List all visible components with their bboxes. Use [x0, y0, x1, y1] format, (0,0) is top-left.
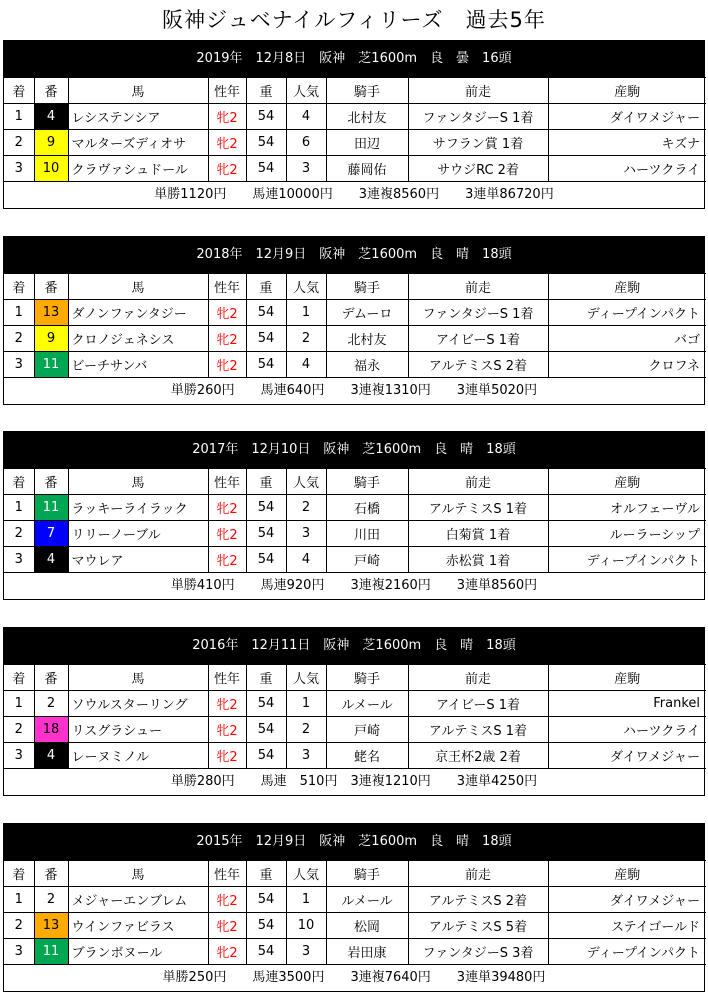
result-row — [4, 887, 706, 913]
horse-cell: ビーチサンバ — [68, 352, 208, 378]
sire-cell: ディープインパクト — [548, 300, 706, 326]
place-cell: 1 — [4, 104, 34, 130]
column-header: 性年 — [208, 469, 246, 495]
race-header: 2017年 12月10日 阪神 芝1600m 良 晴 18頭 — [4, 432, 704, 468]
results-table — [4, 468, 706, 573]
popularity-cell: 6 — [286, 130, 326, 156]
popularity-cell: 1 — [286, 691, 326, 717]
horse-cell: マウレア — [68, 547, 208, 573]
place-cell: 1 — [4, 300, 34, 326]
popularity-cell: 4 — [286, 104, 326, 130]
horse-cell: リスグラシュー — [68, 717, 208, 743]
weight-cell: 54 — [246, 156, 286, 182]
number-cell: 2 — [34, 691, 68, 717]
header-row — [4, 665, 706, 691]
weight-cell: 54 — [246, 495, 286, 521]
horse-cell: ブランボヌール — [68, 939, 208, 965]
previous-race-cell: アイビーS 1着 — [408, 326, 548, 352]
sire-cell: オルフェーヴル — [548, 495, 706, 521]
result-row — [4, 743, 706, 769]
number-cell: 13 — [34, 300, 68, 326]
popularity-cell: 4 — [286, 352, 326, 378]
weight-cell: 54 — [246, 691, 286, 717]
column-header: 着 — [4, 469, 34, 495]
jockey-cell: 松岡 — [326, 913, 408, 939]
sex-age-cell: 牝2 — [208, 887, 246, 913]
column-header: 番 — [34, 861, 68, 887]
race-header: 2016年 12月11日 阪神 芝1600m 良 晴 18頭 — [4, 628, 704, 664]
place-cell: 3 — [4, 547, 34, 573]
place-cell: 1 — [4, 887, 34, 913]
sire-cell: ルーラーシップ — [548, 521, 706, 547]
weight-cell: 54 — [246, 300, 286, 326]
sex-age-cell: 牝2 — [208, 547, 246, 573]
race-header: 2019年 12月8日 阪神 芝1600m 良 曇 16頭 — [4, 41, 704, 77]
place-cell: 2 — [4, 717, 34, 743]
sire-cell: キズナ — [548, 130, 706, 156]
column-header: 着 — [4, 665, 34, 691]
previous-race-cell: アルテミスS 1着 — [408, 717, 548, 743]
column-header: 前走 — [408, 665, 548, 691]
sire-cell: ダイワメジャー — [548, 104, 706, 130]
number-cell: 2 — [34, 887, 68, 913]
sex-age-cell: 牝2 — [208, 300, 246, 326]
result-row — [4, 547, 706, 573]
number-cell: 18 — [34, 717, 68, 743]
horse-cell: メジャーエンブレム — [68, 887, 208, 913]
column-header: 産駒 — [548, 274, 706, 300]
number-cell: 4 — [34, 743, 68, 769]
column-header: 重 — [246, 274, 286, 300]
column-header: 馬 — [68, 665, 208, 691]
jockey-cell: 北村友 — [326, 104, 408, 130]
previous-race-cell: 赤松賞 1着 — [408, 547, 548, 573]
sex-age-cell: 牝2 — [208, 717, 246, 743]
horse-cell: ラッキーライラック — [68, 495, 208, 521]
results-table — [4, 77, 706, 182]
weight-cell: 54 — [246, 104, 286, 130]
column-header: 馬 — [68, 78, 208, 104]
sex-age-cell: 牝2 — [208, 495, 246, 521]
place-cell: 2 — [4, 521, 34, 547]
number-cell: 4 — [34, 104, 68, 130]
result-row — [4, 300, 706, 326]
jockey-cell: 石橋 — [326, 495, 408, 521]
sire-cell: クロフネ — [548, 352, 706, 378]
place-cell: 1 — [4, 495, 34, 521]
weight-cell: 54 — [246, 521, 286, 547]
column-header: 性年 — [208, 78, 246, 104]
place-cell: 3 — [4, 352, 34, 378]
popularity-cell: 3 — [286, 156, 326, 182]
previous-race-cell: 京王杯2歳 2着 — [408, 743, 548, 769]
previous-race-cell: ファンタジーS 3着 — [408, 939, 548, 965]
weight-cell: 54 — [246, 547, 286, 573]
popularity-cell: 2 — [286, 326, 326, 352]
column-header: 番 — [34, 665, 68, 691]
popularity-cell: 2 — [286, 495, 326, 521]
jockey-cell: 北村友 — [326, 326, 408, 352]
column-header: 前走 — [408, 274, 548, 300]
horse-cell: クラヴァシュドール — [68, 156, 208, 182]
sire-cell: ディープインパクト — [548, 939, 706, 965]
column-header: 着 — [4, 78, 34, 104]
column-header: 人気 — [286, 861, 326, 887]
previous-race-cell: ファンタジーS 1着 — [408, 300, 548, 326]
results-table — [4, 273, 706, 378]
column-header: 産駒 — [548, 665, 706, 691]
previous-race-cell: サウジRC 2着 — [408, 156, 548, 182]
weight-cell: 54 — [246, 326, 286, 352]
horse-cell: ウインファビラス — [68, 913, 208, 939]
popularity-cell: 10 — [286, 913, 326, 939]
jockey-cell: ルメール — [326, 691, 408, 717]
result-row — [4, 939, 706, 965]
number-cell: 9 — [34, 130, 68, 156]
jockey-cell: 田辺 — [326, 130, 408, 156]
result-row — [4, 691, 706, 717]
race-header: 2015年 12月9日 阪神 芝1600m 良 晴 18頭 — [4, 824, 704, 860]
sex-age-cell: 牝2 — [208, 691, 246, 717]
column-header: 性年 — [208, 274, 246, 300]
jockey-cell: 川田 — [326, 521, 408, 547]
weight-cell: 54 — [246, 939, 286, 965]
sex-age-cell: 牝2 — [208, 743, 246, 769]
result-row — [4, 352, 706, 378]
previous-race-cell: サフラン賞 1着 — [408, 130, 548, 156]
sex-age-cell: 牝2 — [208, 352, 246, 378]
previous-race-cell: ファンタジーS 1着 — [408, 104, 548, 130]
place-cell: 3 — [4, 939, 34, 965]
jockey-cell: 藤岡佑 — [326, 156, 408, 182]
race-block-2018 — [3, 236, 705, 405]
column-header: 重 — [246, 78, 286, 104]
result-row — [4, 156, 706, 182]
place-cell: 1 — [4, 691, 34, 717]
result-row — [4, 495, 706, 521]
column-header: 性年 — [208, 665, 246, 691]
horse-cell: レーヌミノル — [68, 743, 208, 769]
sire-cell: ダイワメジャー — [548, 743, 706, 769]
sex-age-cell: 牝2 — [208, 104, 246, 130]
race-block-2016 — [3, 627, 705, 796]
popularity-cell: 3 — [286, 743, 326, 769]
horse-cell: クロノジェネシス — [68, 326, 208, 352]
column-header: 性年 — [208, 861, 246, 887]
column-header: 番 — [34, 274, 68, 300]
column-header: 番 — [34, 78, 68, 104]
column-header: 前走 — [408, 78, 548, 104]
weight-cell: 54 — [246, 352, 286, 378]
number-cell: 11 — [34, 939, 68, 965]
weight-cell: 54 — [246, 130, 286, 156]
column-header: 産駒 — [548, 861, 706, 887]
sex-age-cell: 牝2 — [208, 939, 246, 965]
popularity-cell: 3 — [286, 521, 326, 547]
race-header: 2018年 12月9日 阪神 芝1600m 良 晴 18頭 — [4, 237, 704, 273]
horse-cell: ダノンファンタジー — [68, 300, 208, 326]
column-header: 人気 — [286, 78, 326, 104]
sex-age-cell: 牝2 — [208, 913, 246, 939]
race-block-2019 — [3, 40, 705, 209]
result-row — [4, 913, 706, 939]
header-row — [4, 469, 706, 495]
jockey-cell: 岩田康 — [326, 939, 408, 965]
column-header: 産駒 — [548, 78, 706, 104]
jockey-cell: デムーロ — [326, 300, 408, 326]
previous-race-cell: アルテミスS 2着 — [408, 352, 548, 378]
column-header: 騎手 — [326, 78, 408, 104]
number-cell: 13 — [34, 913, 68, 939]
horse-cell: マルターズディオサ — [68, 130, 208, 156]
place-cell: 3 — [4, 156, 34, 182]
weight-cell: 54 — [246, 913, 286, 939]
column-header: 重 — [246, 665, 286, 691]
popularity-cell: 2 — [286, 717, 326, 743]
results-table — [4, 860, 706, 965]
payout-line: 単勝1120円 馬連10000円 3連複8560円 3連単86720円 — [154, 187, 554, 202]
result-row — [4, 521, 706, 547]
column-header: 人気 — [286, 665, 326, 691]
result-row — [4, 326, 706, 352]
payout-line: 単勝250円 馬連3500円 3連複7640円 3連単39480円 — [162, 970, 546, 985]
race-block-2015 — [3, 823, 705, 992]
payout-line: 単勝260円 馬連640円 3連複1310円 3連単5020円 — [170, 383, 538, 398]
column-header: 番 — [34, 469, 68, 495]
sire-cell: ハーツクライ — [548, 717, 706, 743]
sex-age-cell: 牝2 — [208, 156, 246, 182]
column-header: 前走 — [408, 469, 548, 495]
previous-race-cell: アルテミスS 1着 — [408, 495, 548, 521]
number-cell: 10 — [34, 156, 68, 182]
sex-age-cell: 牝2 — [208, 326, 246, 352]
column-header: 前走 — [408, 861, 548, 887]
header-row — [4, 861, 706, 887]
sire-cell: ダイワメジャー — [548, 887, 706, 913]
number-cell: 9 — [34, 326, 68, 352]
payout-line: 単勝410円 馬連920円 3連複2160円 3連単8560円 — [170, 578, 538, 593]
jockey-cell: 蛯名 — [326, 743, 408, 769]
jockey-cell: 福永 — [326, 352, 408, 378]
number-cell: 11 — [34, 352, 68, 378]
page-title: 阪神ジュベナイルフィリーズ 過去5年 — [162, 8, 546, 32]
number-cell: 7 — [34, 521, 68, 547]
sire-cell: バゴ — [548, 326, 706, 352]
place-cell: 2 — [4, 130, 34, 156]
sire-cell: ステイゴールド — [548, 913, 706, 939]
column-header: 人気 — [286, 469, 326, 495]
result-row — [4, 717, 706, 743]
popularity-cell: 4 — [286, 547, 326, 573]
popularity-cell: 1 — [286, 300, 326, 326]
sex-age-cell: 牝2 — [208, 130, 246, 156]
previous-race-cell: アイビーS 1着 — [408, 691, 548, 717]
payout-line: 単勝280円 馬連 510円 3連複1210円 3連単4250円 — [170, 774, 538, 789]
previous-race-cell: アルテミスS 5着 — [408, 913, 548, 939]
number-cell: 4 — [34, 547, 68, 573]
column-header: 重 — [246, 469, 286, 495]
place-cell: 2 — [4, 326, 34, 352]
column-header: 騎手 — [326, 274, 408, 300]
column-header: 馬 — [68, 274, 208, 300]
sire-cell: Frankel — [548, 691, 706, 717]
popularity-cell: 1 — [286, 887, 326, 913]
previous-race-cell: アルテミスS 2着 — [408, 887, 548, 913]
column-header: 産駒 — [548, 469, 706, 495]
column-header: 人気 — [286, 274, 326, 300]
results-table — [4, 664, 706, 769]
jockey-cell: 戸崎 — [326, 547, 408, 573]
column-header: 馬 — [68, 861, 208, 887]
column-header: 重 — [246, 861, 286, 887]
header-row — [4, 78, 706, 104]
weight-cell: 54 — [246, 717, 286, 743]
weight-cell: 54 — [246, 887, 286, 913]
jockey-cell: ルメール — [326, 887, 408, 913]
header-row — [4, 274, 706, 300]
race-block-2017 — [3, 431, 705, 600]
column-header: 着 — [4, 274, 34, 300]
place-cell: 3 — [4, 743, 34, 769]
place-cell: 2 — [4, 913, 34, 939]
column-header: 着 — [4, 861, 34, 887]
sire-cell: ディープインパクト — [548, 547, 706, 573]
result-row — [4, 130, 706, 156]
horse-cell: レシステンシア — [68, 104, 208, 130]
column-header: 騎手 — [326, 469, 408, 495]
previous-race-cell: 白菊賞 1着 — [408, 521, 548, 547]
weight-cell: 54 — [246, 743, 286, 769]
sire-cell: ハーツクライ — [548, 156, 706, 182]
sex-age-cell: 牝2 — [208, 521, 246, 547]
jockey-cell: 戸崎 — [326, 717, 408, 743]
horse-cell: ソウルスターリング — [68, 691, 208, 717]
popularity-cell: 3 — [286, 939, 326, 965]
column-header: 馬 — [68, 469, 208, 495]
column-header: 騎手 — [326, 861, 408, 887]
column-header: 騎手 — [326, 665, 408, 691]
number-cell: 11 — [34, 495, 68, 521]
horse-cell: リリーノーブル — [68, 521, 208, 547]
result-row — [4, 104, 706, 130]
